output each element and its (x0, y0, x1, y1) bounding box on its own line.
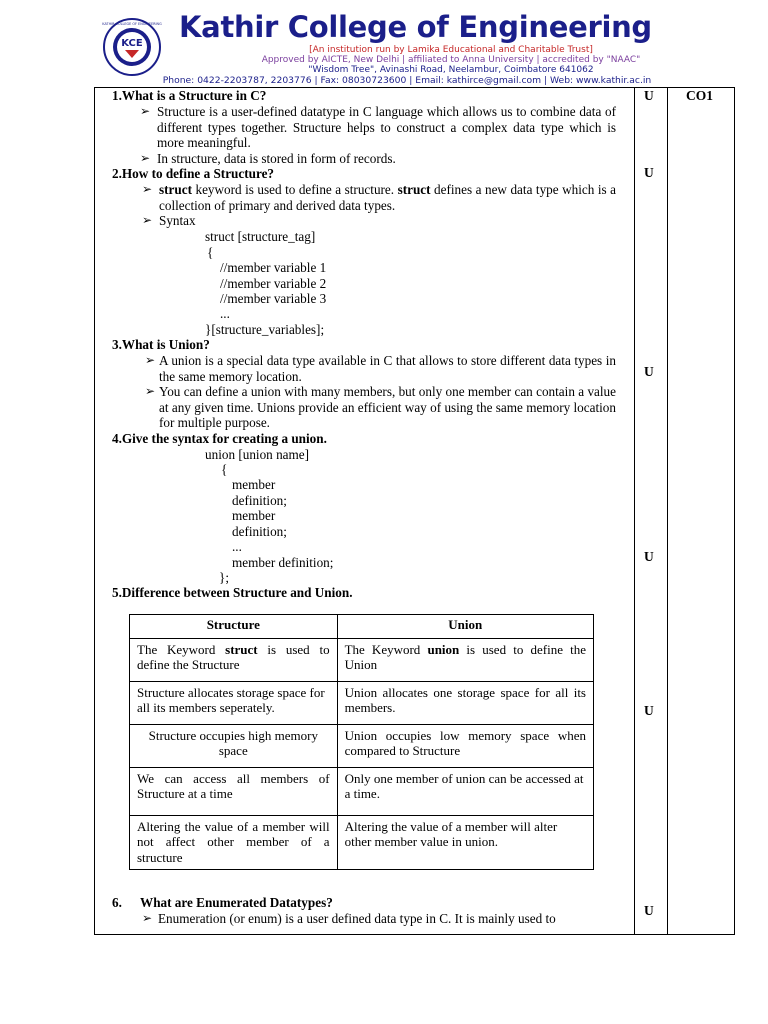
column-header-structure: Structure (130, 615, 338, 639)
struct-keyword-2: struct (397, 182, 431, 197)
union-cell: Only one member of union can be accessed at a time. (337, 768, 593, 816)
column-divider-2 (667, 87, 668, 935)
question-5-title: 5.Difference between Structure and Union. (112, 585, 353, 600)
arrow-bullet-icon: ➢ (140, 151, 151, 165)
college-title: Kathir College of Engineering (179, 10, 652, 44)
union-code-line: definition; (232, 493, 287, 508)
struct-keyword: struct (159, 182, 192, 197)
header-address-line: "Wisdom Tree", Avinashi Road, Neelambur, Coimbatore 641062 (308, 65, 594, 75)
union-code-line: { (221, 462, 228, 477)
cell-text: is used to define the Union (344, 642, 586, 673)
level-marker-q1: U (644, 88, 654, 103)
structure-cell (130, 639, 338, 682)
arrow-bullet-icon: ➢ (145, 353, 156, 367)
page-header (95, 12, 675, 86)
structure-cell: Altering the value of a member will not affect other member of a structure (130, 816, 338, 870)
union-code-line: union [union name] (205, 447, 310, 462)
struct-code-line: //member variable 1 (220, 260, 327, 275)
comparison-table (129, 614, 594, 870)
q6-bullet-1: Enumeration (or enum) is a user defined data type in C. It is mainly used to (158, 911, 556, 926)
cell-text: is used to define the Structure (137, 642, 330, 673)
struct-code-line: //member variable 2 (220, 276, 327, 291)
struct-code-line: struct [structure_tag] (205, 229, 316, 244)
struct-code-line: ... (220, 306, 230, 321)
union-cell (337, 639, 593, 682)
question-4-title: 4.Give the syntax for creating a union. (112, 431, 327, 446)
question-6-title: What are Enumerated Datatypes? (140, 895, 333, 910)
q1-bullet-1: Structure is a user-defined datatype in C language which allows us to combine data of different types together. Structure helps to construct a complex data type which is more meaningful. (157, 104, 616, 151)
q1-bullet-2: In structure, data is stored in form of records. (157, 151, 396, 166)
header-trust-line: [An institution run by Lamika Educational and Charitable Trust] (309, 45, 593, 55)
question-6-number: 6. (112, 895, 122, 910)
arrow-bullet-icon: ➢ (142, 182, 153, 196)
level-marker-q3: U (644, 364, 654, 379)
structure-cell: We can access all members of Structure at a time (130, 768, 338, 816)
union-code-line: }; (219, 570, 229, 585)
q3-bullet-2: You can define a union with many members, but only one member can contain a value at any given time. Unions provide an efficient way of using the same memory location for multiple purpose. (159, 384, 616, 431)
q2-bullet-1-text-b: defines a new data type which is a collection of primary and derived data types. (159, 182, 616, 213)
table-row (130, 639, 594, 682)
arrow-bullet-icon: ➢ (145, 384, 156, 398)
column-header-union: Union (337, 615, 593, 639)
header-contact-line: Phone: 0422-2203787, 2203776 | Fax: 08030723600 | Email: kathirce@gmail.com | Web: www.kathir.ac.in (162, 75, 652, 86)
arrow-bullet-icon: ➢ (140, 104, 151, 118)
struct-code-line: //member variable 3 (220, 291, 327, 306)
union-cell: Union occupies low memory space when compared to Structure (337, 725, 593, 768)
q2-bullet-1 (159, 182, 616, 213)
q3-bullet-1: A union is a special data type available in C that allows to store different data types in the same memory location. (159, 353, 616, 384)
arrow-bullet-icon: ➢ (142, 911, 153, 925)
union-code-line: member (232, 508, 276, 523)
arrow-bullet-icon: ➢ (142, 213, 153, 227)
table-row (130, 768, 594, 816)
union-code-line: definition; (232, 524, 287, 539)
structure-cell: Structure occupies high memory space (130, 725, 338, 768)
question-1-title: 1.What is a Structure in C? (112, 88, 267, 103)
union-code-line: ... (232, 539, 242, 554)
q2-bullet-2: Syntax (159, 213, 196, 228)
struct-code-line: { (207, 245, 214, 260)
structure-cell: Structure allocates storage space for all its members seperately. (130, 682, 338, 725)
cell-text: The Keyword (344, 642, 428, 657)
level-marker-q2: U (644, 165, 654, 180)
level-marker-q4: U (644, 549, 654, 564)
table-row (130, 725, 594, 768)
level-marker-q5: U (644, 703, 654, 718)
logo-ring-text: KATHIR COLLEGE OF ENGINEERING (102, 22, 162, 26)
union-code-line: member (232, 477, 276, 492)
union-code-line: member definition; (232, 555, 334, 570)
college-logo (95, 17, 169, 77)
question-3-title: 3.What is Union? (112, 337, 210, 352)
table-row (130, 816, 594, 870)
union-keyword: union (427, 642, 460, 657)
question-2-title: 2.How to define a Structure? (112, 166, 275, 181)
union-cell: Altering the value of a member will alter other member value in union. (337, 816, 593, 870)
union-cell: Union allocates one storage space for all its members. (337, 682, 593, 725)
table-row (130, 682, 594, 725)
struct-code-line: }[structure_variables]; (205, 322, 325, 337)
level-marker-q6: U (644, 903, 654, 918)
column-divider-1 (634, 87, 635, 935)
struct-keyword: struct (225, 642, 258, 657)
cell-text: The Keyword (137, 642, 226, 657)
table-header-row (130, 615, 594, 639)
header-approval-line: Approved by AICTE, New Delhi | affiliated to Anna University | accredited by "NAAC" (261, 55, 641, 65)
logo-text: KCE (121, 38, 143, 49)
q2-bullet-1-text-a: keyword is used to define a structure. (191, 182, 398, 197)
course-outcome-label: CO1 (686, 88, 713, 103)
